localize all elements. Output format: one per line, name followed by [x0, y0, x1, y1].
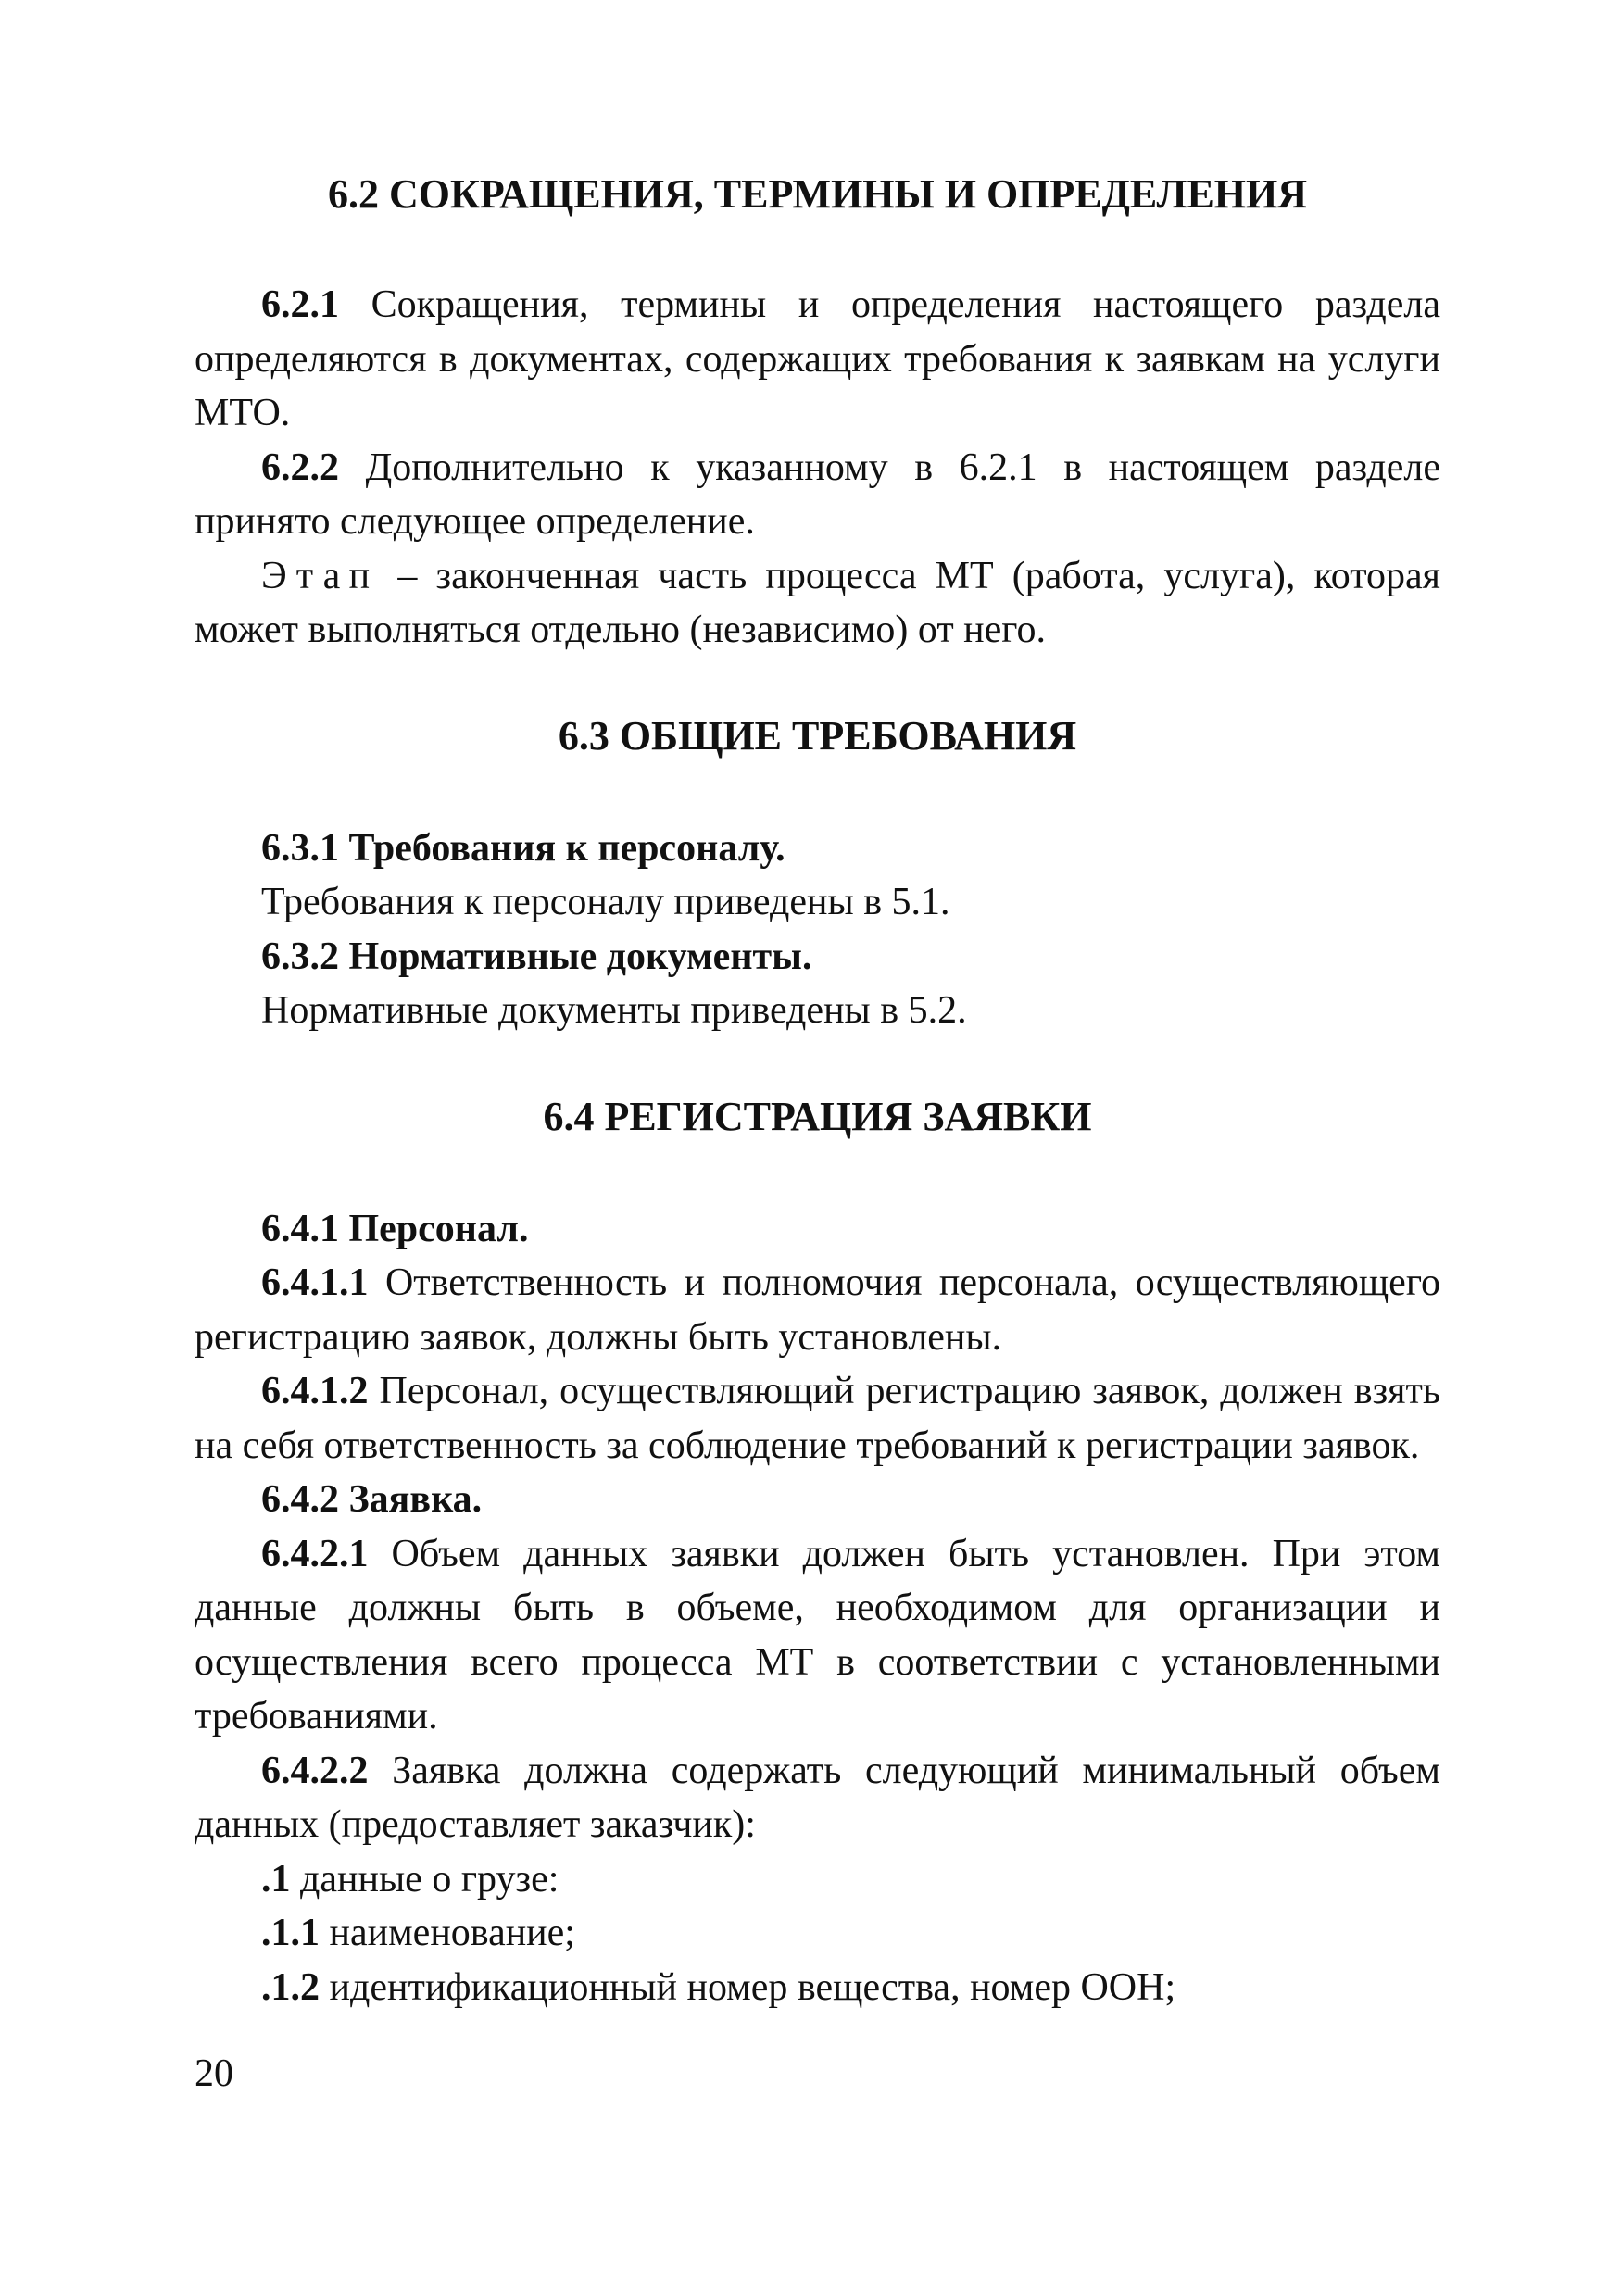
clause-text: Сокращения, термины и определения настоящего раздела определяются в документах, содержащих требования к заявкам на услуги МТО.: [195, 283, 1440, 434]
paragraph-6-4-1-1: [195, 1256, 1440, 1364]
definition-text: – законченная часть процесса МТ (работа, услуга), которая может выполняться отдельно (независимо) от него.: [195, 554, 1440, 651]
clause-text: Заявка должна содержать следующий минимальный объем данных (предоставляет заказчик):: [195, 1749, 1440, 1846]
section-heading-6-3: 6.3 ОБЩИЕ ТРЕБОВАНИЯ: [558, 712, 1077, 759]
list-item-text: данные о грузе:: [290, 1857, 559, 1901]
clause-number: 6.4.1.1: [261, 1261, 369, 1304]
list-item-1-1: [195, 1906, 1440, 1961]
page-number: 20: [195, 2052, 233, 2095]
clause-number: 6.4.1.2: [261, 1370, 369, 1412]
list-item-1-2: [195, 1961, 1440, 2015]
list-item-number: .1.2: [261, 1965, 320, 2009]
paragraph-6-4-2-2: [195, 1744, 1440, 1852]
list-item-1: [195, 1852, 1440, 1907]
paragraph-6-4-1-2: [195, 1364, 1440, 1473]
list-item-text: идентификационный номер вещества, номер ООН;: [320, 1965, 1176, 2009]
clause-number: 6.4.2.2: [261, 1749, 369, 1792]
clause-number: 6.2.2: [261, 445, 339, 489]
paragraph-6-3-1: Требования к персоналу приведены в 5.1.: [261, 881, 950, 923]
clause-title-6-3-1: 6.3.1 Требования к персоналу.: [261, 826, 785, 870]
clause-number: 6.4.2.1: [261, 1532, 369, 1575]
clause-number: 6.2.1: [261, 283, 339, 326]
document-page: [195, 167, 1440, 2014]
clause-title-6-3-2: 6.3.2 Нормативные документы.: [261, 935, 812, 978]
paragraph-6-3-2: Нормативные документы приведены в 5.2.: [261, 989, 967, 1032]
clause-text: Персонал, осуществляющий регистрацию заявок, должен взять на себя ответственность за соблюдение требований к регистрации заявок.: [195, 1370, 1440, 1467]
list-item-number: .1: [261, 1857, 291, 1901]
list-item-number: .1.1: [261, 1912, 320, 1954]
paragraph-6-4-2-1: [195, 1527, 1440, 1744]
clause-title-6-4-2: 6.4.2 Заявка.: [261, 1478, 483, 1521]
paragraph-6-2-1: [195, 278, 1440, 441]
clause-text: Дополнительно к указанному в 6.2.1 в настоящем разделе принято следующее определение.: [195, 445, 1440, 543]
clause-text: Ответственность и полномочия персонала, осуществляющего регистрацию заявок, должны быть установлены.: [195, 1261, 1440, 1359]
defined-term: Этап: [261, 554, 380, 597]
clause-title-6-4-1: 6.4.1 Персонал.: [261, 1207, 529, 1250]
paragraph-6-2-2: [195, 441, 1440, 549]
clause-text: Объем данных заявки должен быть установлен. При этом данные должны быть в объеме, необходимом для организации и осуществления всего процесса МТ в соответствии с установленными требованиями.: [195, 1532, 1440, 1738]
section-heading-6-4: 6.4 РЕГИСТРАЦИЯ ЗАЯВКИ: [543, 1093, 1092, 1139]
definition-etap: [195, 549, 1440, 658]
section-heading-6-2: 6.2 СОКРАЩЕНИЯ, ТЕРМИНЫ И ОПРЕДЕЛЕНИЯ: [327, 171, 1308, 217]
list-item-text: наименование;: [320, 1912, 575, 1954]
